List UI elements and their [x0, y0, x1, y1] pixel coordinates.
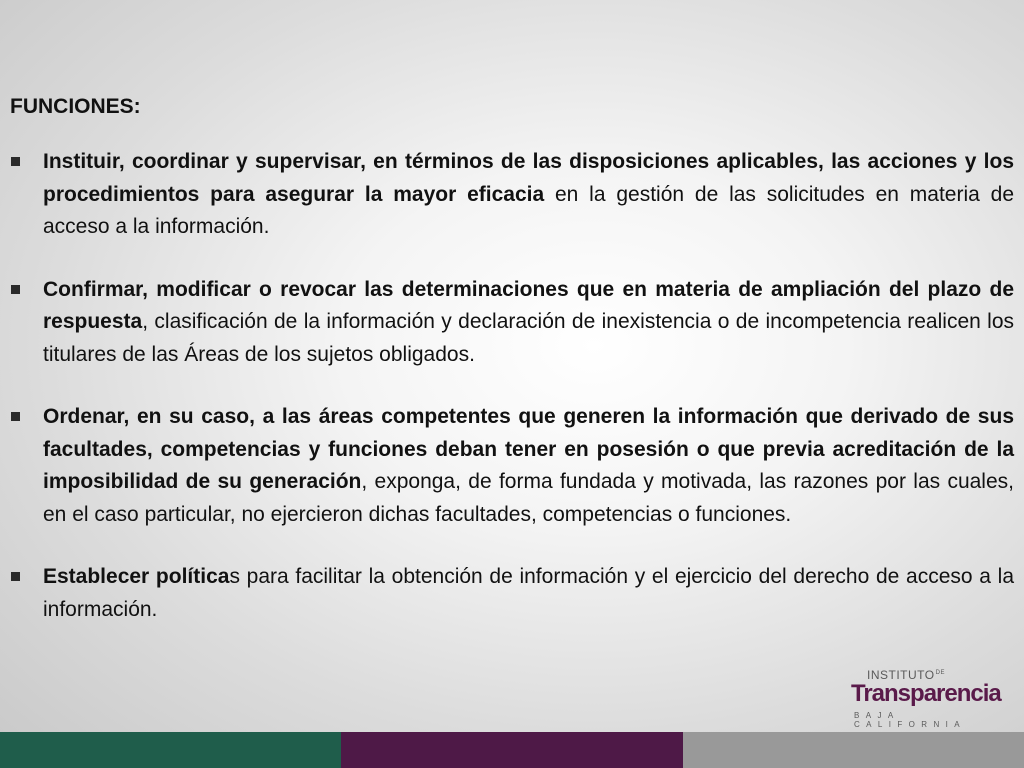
- logo-main-text: Transparencia: [851, 680, 1001, 707]
- footer-color-bar: [0, 732, 1024, 768]
- list-item: [10, 401, 1014, 531]
- bullet-list: [10, 146, 1014, 626]
- square-bullet-icon: [11, 572, 20, 581]
- bullet-text: en la gestión de las solicitudes en materia de acceso a la información.: [43, 182, 1015, 238]
- list-item: [10, 561, 1014, 626]
- logo-sub-text: BAJA CALIFORNIA: [854, 711, 967, 729]
- square-bullet-icon: [11, 157, 20, 166]
- footer-segment-gray: [683, 732, 1024, 768]
- footer-segment-green: [0, 732, 341, 768]
- institute-logo: [851, 668, 1001, 729]
- footer-segment-purple: [341, 732, 683, 768]
- square-bullet-icon: [11, 285, 20, 294]
- bullet-text: , clasificación de la información y declaración de inexistencia o de incompetencia realicen los titulares de las Áreas de los sujetos obligados.: [43, 310, 1014, 366]
- slide-content: [10, 92, 1014, 656]
- bullet-bold-text: Instituir, coordinar y supervisar, en términos de las disposiciones aplicables, las acciones y los procedimientos para asegurar la mayor eficacia: [43, 150, 1014, 206]
- bullet-bold-text: Ordenar, en su caso, a las áreas competentes que generen la información que derivado de sus facultades, competencias y funciones deban tener en posesión o que previa acreditación de la imposibilidad de su generación: [43, 405, 1014, 493]
- list-item: [10, 274, 1014, 372]
- logo-top-text: INSTITUTO: [867, 668, 935, 682]
- list-item: [10, 146, 1014, 244]
- bullet-text: s para facilitar la obtención de información y el ejercicio del derecho de acceso a la información.: [43, 565, 1014, 621]
- bullet-bold-text: Confirmar, modificar o revocar las determinaciones que en materia de ampliación del plazo de respuesta: [43, 277, 1014, 333]
- section-heading: FUNCIONES:: [10, 95, 141, 118]
- bullet-text: , exponga, de forma fundada y motivada, las razones por las cuales, en el caso particular, no ejercieron dichas facultades, competencias o funciones.: [43, 470, 1014, 526]
- square-bullet-icon: [11, 412, 20, 421]
- logo-top-small: DE: [935, 670, 945, 676]
- bullet-bold-text: Establecer política: [43, 565, 230, 588]
